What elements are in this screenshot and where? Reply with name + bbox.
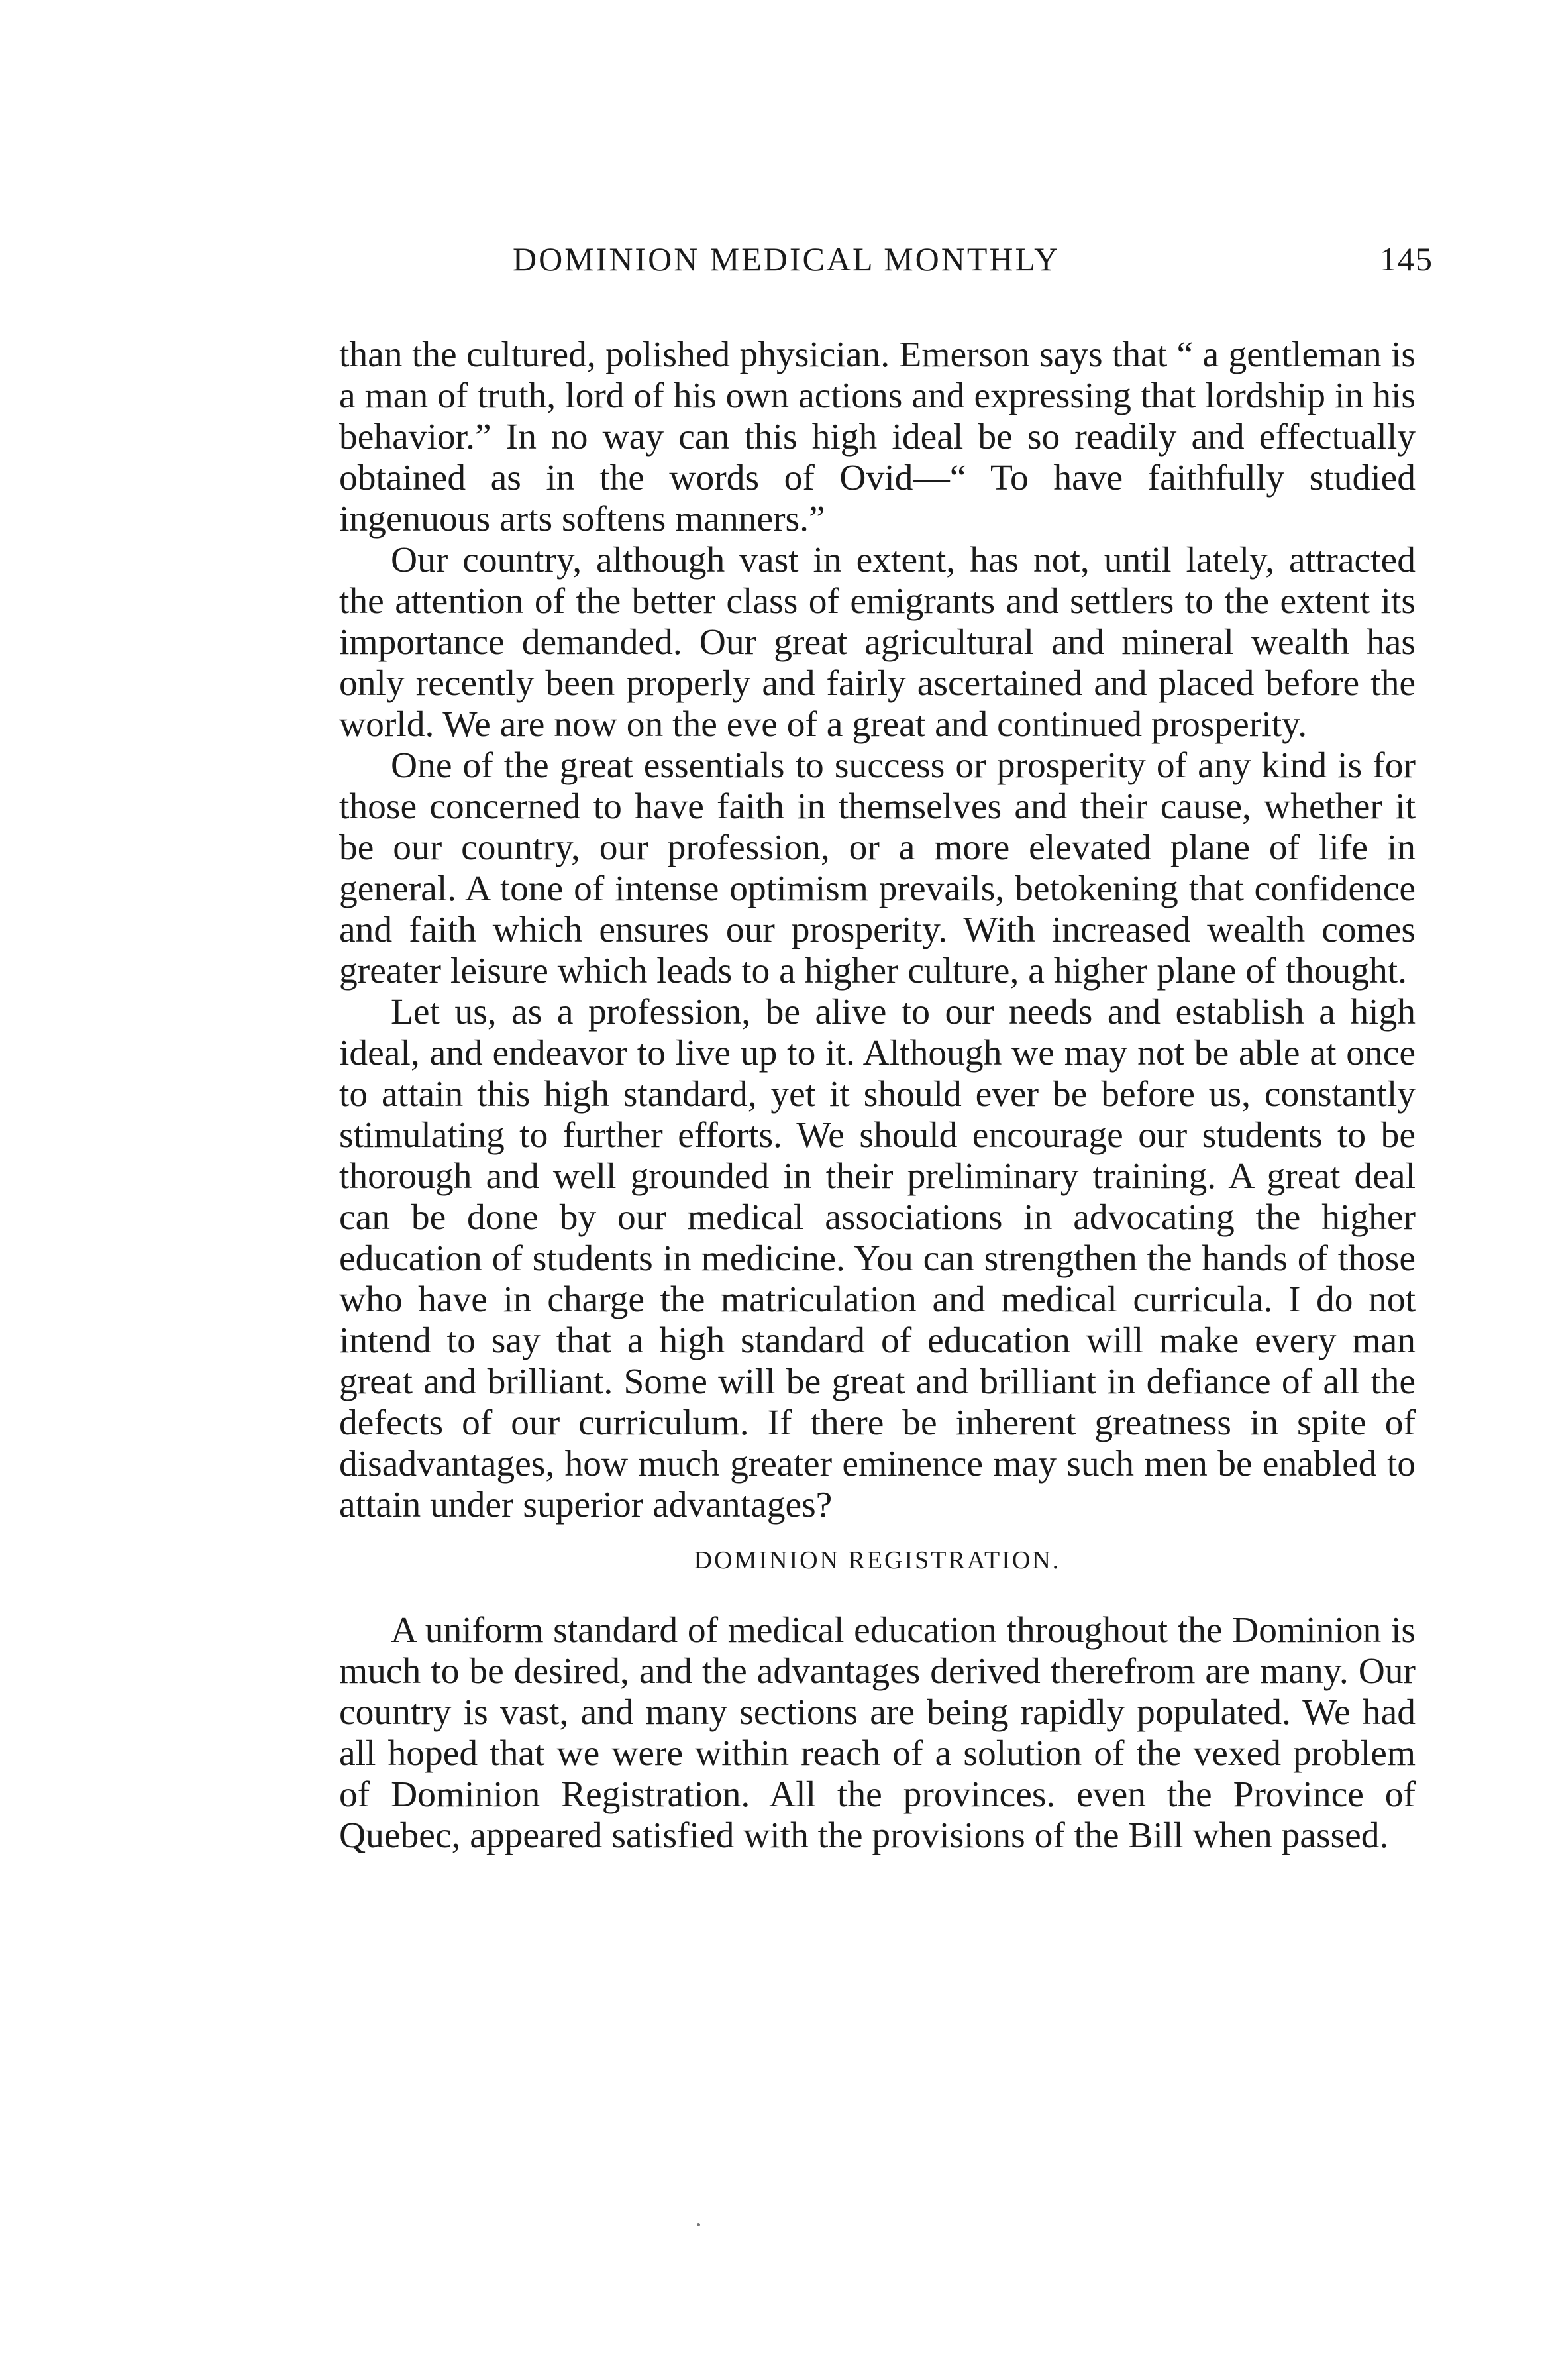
paragraph-essentials: One of the great essentials to success or prosperity of any kind is for those concerned to have faith in themselves and their cause, whether it be our country, our profession, or a more elevated plane of life in general. A tone of intense optimism prevails, betokening that confidence and faith which ensures our prosperity. With increased wealth comes greater leisure which leads to a higher culture, a higher plane of thought. <box>339 745 1416 991</box>
paragraph-continued: than the cultured, polished physician. Emerson says that “ a gentleman is a man of truth, lord of his own actions and expressing that lordship in his behavior.” In no way can this high ideal be so readily and effectually obtained as in the words of Ovid—“ To have faithfully studied ingenuous arts softens manners.” <box>339 335 1416 539</box>
running-title: DOMINION MEDICAL MONTHLY <box>513 241 1060 278</box>
paragraph-registration: A uniform standard of medical education throughout the Dominion is much to be desired, and the advantages derived therefrom are many. Our country is vast, and many sections are being rapidly populated. We had all hoped that we were within reach of a solution of the vexed problem of Dominion Registration. All the provinces. even the Province of Quebec, appeared satisfied with the provisions of the Bill when passed. <box>339 1610 1416 1856</box>
article-body <box>339 335 1416 1857</box>
stray-ink-dot <box>697 2223 700 2226</box>
running-head <box>339 240 1433 286</box>
section-heading: DOMINION REGISTRATION. <box>694 1546 1061 1574</box>
paragraph-country: Our country, although vast in extent, has not, until lately, attracted the attention of the better class of emigrants and settlers to the extent its importance demanded. Our great agricultural and mineral wealth has only recently been properly and fairly ascertained and placed before the world. We are now on the eve of a great and continued prosperity. <box>339 540 1416 745</box>
paragraph-profession: Let us, as a profession, be alive to our needs and establish a high ideal, and endeavor to live up to it. Although we may not be able at once to attain this high standard, yet it should ever be before us, constantly stimulating to further efforts. We should encourage our students to be thorough and well grounded in their preliminary training. A great deal can be done by our medical associations in advocating the higher education of students in medicine. You can strengthen the hands of those who have in charge the matriculation and medical curricula. I do not intend to say that a high standard of education will make every man great and brilliant. Some will be great and brilliant in defiance of all the defects of our curriculum. If there be inherent greatness in spite of disadvantages, how much greater eminence may such men be enabled to attain under superior advantages? <box>339 992 1416 1525</box>
page-number: 145 <box>1380 241 1433 278</box>
